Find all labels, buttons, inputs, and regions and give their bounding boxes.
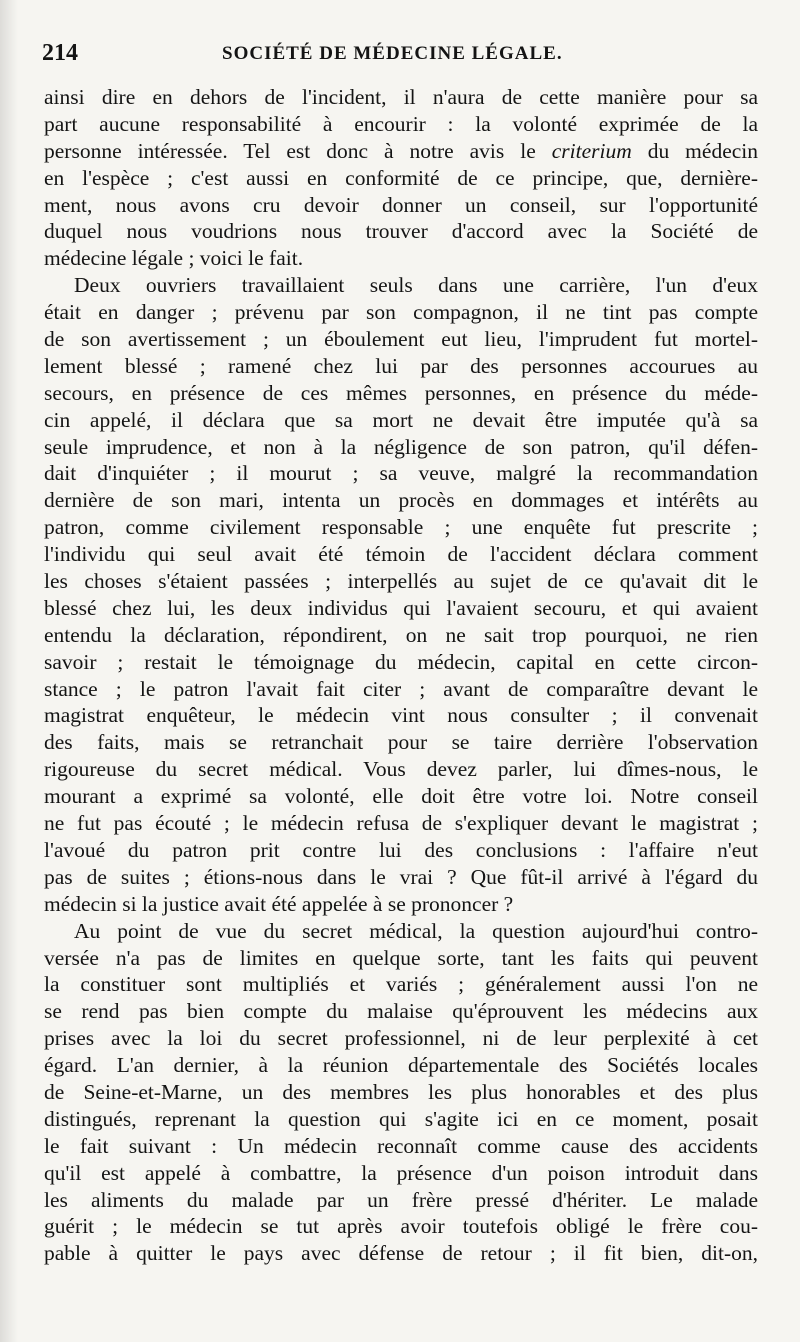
text-line: dernière de son mari, intenta un procès en dommages et intérêts au xyxy=(44,488,758,513)
paragraph-start-line: Au point de vue du secret médical, la question aujourd'hui contro- xyxy=(74,918,758,943)
text-line: des faits, mais se retranchait pour se taire derrière l'observation xyxy=(44,730,758,755)
text-line: magistrat enquêteur, le médecin vint nous consulter ; il convenait xyxy=(44,703,758,728)
text-line: médecine légale ; voici le fait. xyxy=(44,246,304,271)
text-line: médecin si la justice avait été appelée à se prononcer ? xyxy=(44,891,514,916)
text-line: ainsi dire en dehors de l'incident, il n'aura de cette manière pour sa xyxy=(44,85,758,109)
text-line: en l'espèce ; c'est aussi en conformité de ce principe, que, dernière- xyxy=(44,165,758,190)
body-text xyxy=(44,84,758,1267)
text-line: ment, nous avons cru devoir donner un conseil, sur l'opportunité xyxy=(44,192,758,217)
text-line: distingués, reprenant la question qui s'agite ici en ce moment, posait xyxy=(44,1106,758,1131)
text-line: les aliments du malade par un frère pressé d'hériter. Le malade xyxy=(44,1187,758,1212)
text-line: se rend pas bien compte du malaise qu'éprouvent les médecins aux xyxy=(44,999,758,1024)
text-line: duquel nous voudrions nous trouver d'accord avec la Société de xyxy=(44,219,758,244)
text-line: les choses s'étaient passées ; interpellés au sujet de ce qu'avait dit le xyxy=(44,569,758,594)
text-line: pas de suites ; étions-nous dans le vrai ? Que fût-il arrivé à l'égard du xyxy=(44,864,758,889)
text-line: secours, en présence de ces mêmes personnes, en présence du méde- xyxy=(44,380,758,405)
text-line: de son avertissement ; un éboulement eut lieu, l'imprudent fut mortel- xyxy=(44,327,758,352)
text-line: l'individu qui seul avait été témoin de l'accident déclara comment xyxy=(44,542,758,567)
text-line-criterium: personne intéressée. Tel est donc à notre avis le criterium du médecin xyxy=(44,138,758,163)
text-line: prises avec la loi du secret professionnel, ni de leur perplexité à cet xyxy=(44,1026,758,1051)
text-line: mourant a exprimé sa volonté, elle doit être votre loi. Notre conseil xyxy=(44,784,758,809)
text-line: la constituer sont multipliés et variés ; généralement aussi l'on ne xyxy=(44,972,758,997)
text-line: blessé chez lui, les deux individus qui l'avaient secouru, et qui avaient xyxy=(44,595,758,620)
text-line: le fait suivant : Un médecin reconnaît comme cause des accidents xyxy=(44,1133,758,1158)
text-line: patron, comme civilement responsable ; une enquête fut prescrite ; xyxy=(44,515,758,540)
text-line: ne fut pas écouté ; le médecin refusa de s'expliquer devant le magistrat ; xyxy=(44,811,758,836)
paragraph-start-line: Deux ouvriers travaillaient seuls dans une carrière, l'un d'eux xyxy=(74,273,758,298)
text-line: de Seine-et-Marne, un des membres les plus honorables et des plus xyxy=(44,1079,758,1104)
text-line: lement blessé ; ramené chez lui par des personnes accourues au xyxy=(44,353,758,378)
text-line: était en danger ; prévenu par son compagnon, il ne tint pas compte xyxy=(44,300,758,325)
page-header xyxy=(42,40,758,70)
italic-term: criterium xyxy=(551,138,632,163)
running-head: SOCIÉTÉ DE MÉDECINE LÉGALE. xyxy=(222,43,563,64)
text-line: versée n'a pas de limites en quelque sorte, tant les faits qui peuvent xyxy=(44,945,758,970)
text-line: dait d'inquiéter ; il mourut ; sa veuve, malgré la recommandation xyxy=(44,461,758,486)
page-number: 214 xyxy=(42,40,78,66)
text-line: pable à quitter le pays avec défense de retour ; il fit bien, dit-on, xyxy=(44,1241,758,1266)
text-line: seule imprudence, et non à la négligence de son patron, qu'il défen- xyxy=(44,434,758,459)
text-line: l'avoué du patron prit contre lui des conclusions : l'affaire n'eut xyxy=(44,837,758,862)
text-line: entendu la déclaration, répondirent, on ne sait trop pourquoi, ne rien xyxy=(44,622,758,647)
text-line: égard. L'an dernier, à la réunion départementale des Sociétés locales xyxy=(44,1053,758,1078)
text-line: rigoureuse du secret médical. Vous devez parler, lui dîmes-nous, le xyxy=(44,757,758,782)
text-line: part aucune responsabilité à encourir : la volonté exprimée de la xyxy=(44,111,758,136)
text-line: guérit ; le médecin se tut après avoir toutefois obligé le frère cou- xyxy=(44,1214,758,1239)
text-line: cin appelé, il déclara que sa mort ne devait être imputée qu'à sa xyxy=(44,407,758,432)
text-line: qu'il est appelé à combattre, la présence d'un poison introduit dans xyxy=(44,1160,758,1185)
text-line: stance ; le patron l'avait fait citer ; avant de comparaître devant le xyxy=(44,676,758,701)
text-line: savoir ; restait le témoignage du médecin, capital en cette circon- xyxy=(44,649,758,674)
